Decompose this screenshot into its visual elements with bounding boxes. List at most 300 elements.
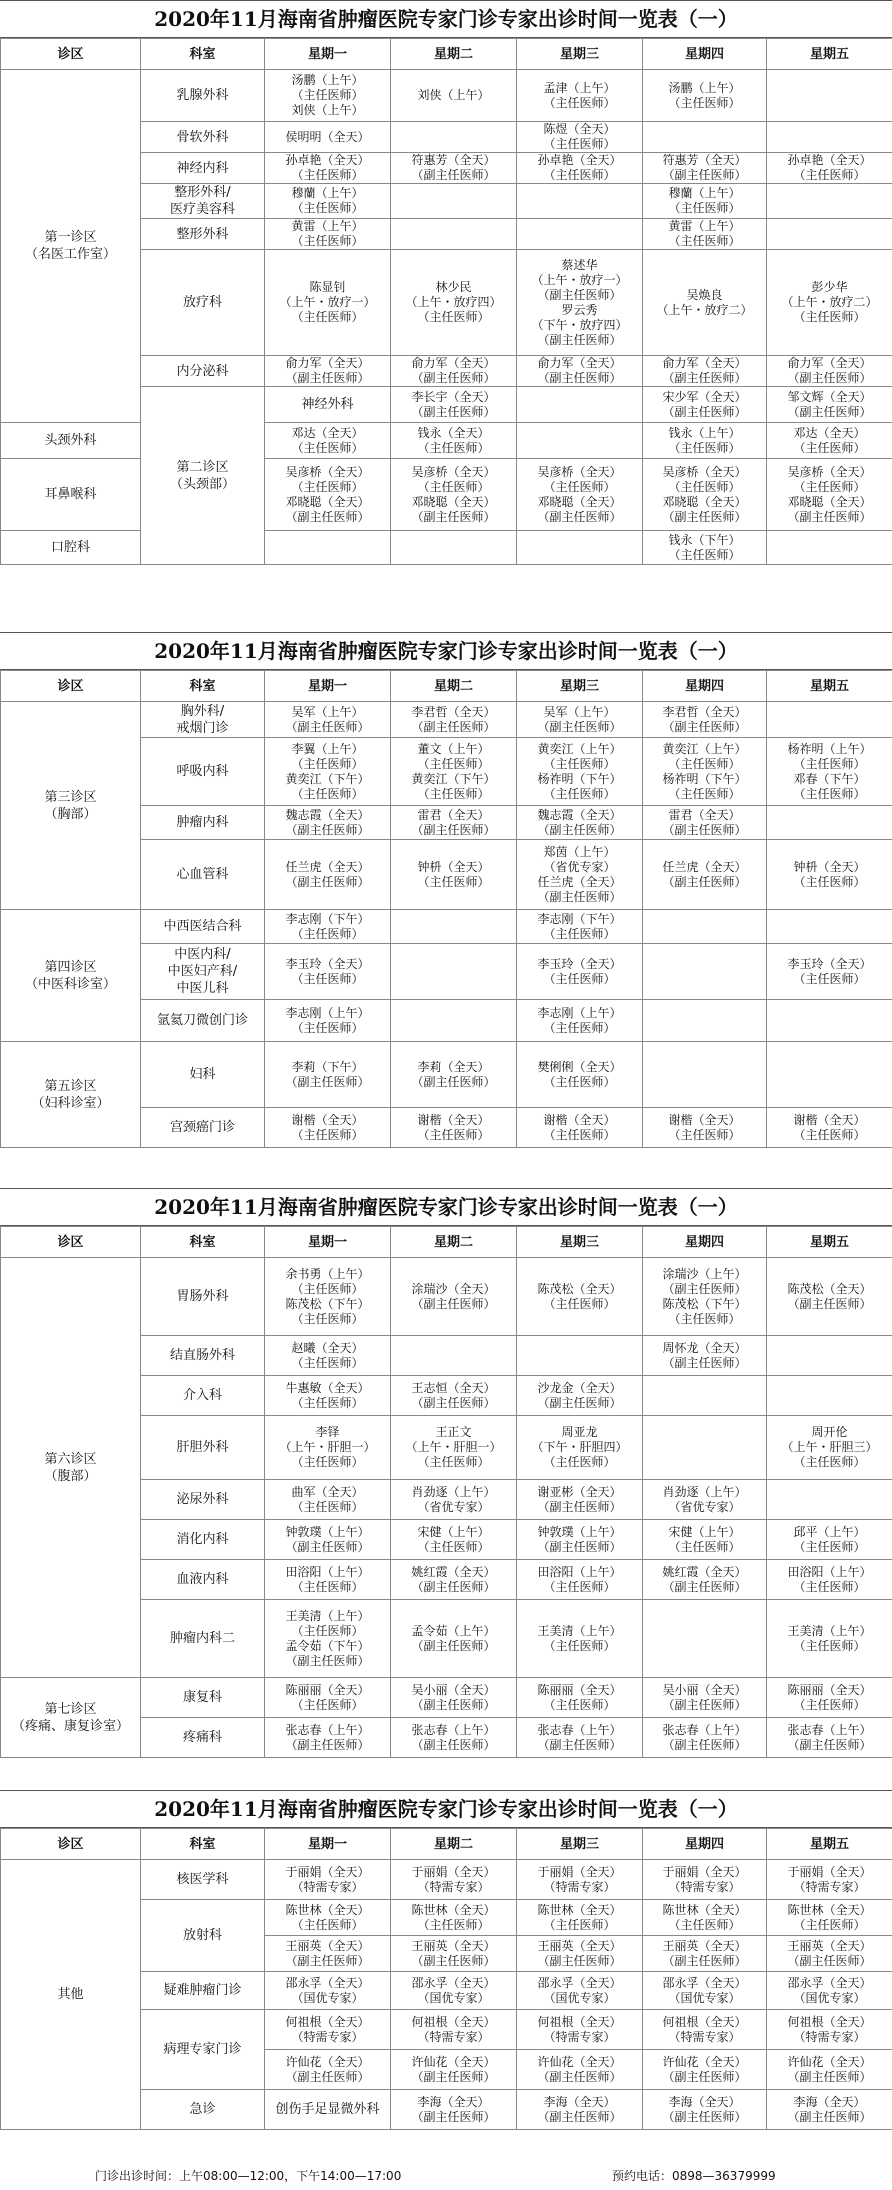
clinic-hours: 门诊出诊时间：上午08:00—12:00，下午14:00—17:00 — [95, 2169, 402, 2183]
doctor-line: 邵永孚（全天） — [662, 1975, 747, 1990]
department-cell — [141, 219, 265, 250]
doctor-line: 俞力军（全天） — [411, 356, 496, 370]
column-header: 星期五 — [767, 1227, 892, 1258]
doctor-cell — [391, 459, 517, 531]
doctor-line: 王正文 — [435, 1425, 472, 1439]
department-cell — [141, 1678, 265, 1718]
doctor-line: 何祖根（全天） — [411, 2014, 496, 2029]
doctor-line: （国优专家） — [668, 1990, 741, 2005]
column-header: 诊区 — [1, 1829, 141, 1860]
zone-line: 第一诊区 — [44, 230, 97, 245]
doctor-line: （副主任医师） — [285, 1539, 370, 1554]
doctor-line: （副主任医师） — [411, 168, 496, 182]
doctor-line: 俞力军（全天） — [662, 356, 747, 370]
department-line: 肝胆外科 — [176, 1440, 229, 1455]
doctor-line: （主任医师） — [543, 168, 616, 182]
doctor-line: 雷君（全天） — [668, 807, 741, 822]
doctor-cell — [265, 1336, 391, 1376]
doctor-line: 黄奕江（上午） — [537, 741, 622, 756]
doctor-cell — [391, 738, 517, 806]
doctor-line: 孟津（上午） — [543, 80, 616, 95]
doctor-cell — [265, 1258, 391, 1336]
doctor-line: 邓晓聪（全天） — [537, 494, 622, 509]
zone-line: 第五诊区 — [44, 1078, 97, 1094]
department-line: 整形外科/ — [174, 185, 231, 200]
doctor-cell — [767, 1972, 892, 2010]
doctor-cell — [643, 2010, 767, 2050]
department-line: 胃肠外科 — [176, 1289, 229, 1304]
doctor-cell — [643, 2050, 767, 2090]
department-cell — [265, 2090, 391, 2130]
doctor-cell — [767, 944, 892, 1000]
doctor-line: 许仙花（全天） — [411, 2054, 496, 2069]
doctor-line: （主任医师） — [291, 1127, 364, 1142]
doctor-line: 黄雷（上午） — [668, 219, 741, 233]
doctor-line: 吴彦桥（全天） — [537, 464, 622, 479]
doctor-line: 于丽娟（全天） — [537, 1864, 622, 1879]
zone-line: 其他 — [57, 1987, 84, 2002]
doctor-line: （副主任医师） — [285, 822, 370, 837]
doctor-cell — [767, 910, 892, 944]
zone-line: 第七诊区 — [44, 1701, 97, 1717]
doctor-cell — [643, 1000, 767, 1042]
doctor-cell — [517, 702, 643, 738]
column-header: 星期四 — [643, 39, 767, 70]
header-row — [1, 39, 892, 70]
doctor-line: （主任医师） — [668, 479, 741, 494]
doctor-cell — [517, 738, 643, 806]
doctor-cell — [643, 806, 767, 840]
department-line: 康复科 — [182, 1690, 222, 1705]
doctor-cell — [265, 1000, 391, 1042]
doctor-line: 陈茂松（下午） — [662, 1296, 747, 1311]
doctor-cell — [767, 531, 892, 565]
doctor-cell — [517, 153, 643, 184]
doctor-line: 钟敦璞（上午） — [537, 1524, 622, 1539]
department-line: 疼痛科 — [182, 1730, 222, 1745]
doctor-cell — [643, 1520, 767, 1560]
department-cell — [141, 702, 265, 738]
doctor-line: 宋少军（全天） — [662, 389, 747, 404]
doctor-line: （主任医师） — [543, 1127, 616, 1142]
doctor-line: 张志春（上午） — [537, 1722, 622, 1737]
doctor-cell — [517, 184, 643, 219]
doctor-cell — [643, 531, 767, 565]
schedule-table — [0, 1226, 892, 1758]
column-header: 星期一 — [265, 39, 391, 70]
doctor-cell — [643, 1860, 767, 1900]
doctor-line: （副主任医师） — [411, 2109, 496, 2124]
zone-cell — [1, 702, 141, 910]
doctor-line: （主任医师） — [668, 440, 741, 455]
doctor-cell — [265, 250, 391, 356]
table-row — [1, 423, 892, 459]
doctor-cell — [517, 250, 643, 356]
doctor-cell — [767, 1860, 892, 1900]
doctor-cell — [265, 219, 391, 250]
doctor-cell — [391, 1042, 517, 1108]
doctor-line: （副主任医师） — [537, 2109, 622, 2124]
doctor-line: （副主任医师） — [662, 371, 747, 385]
doctor-line: 李玉玲（全天） — [537, 956, 622, 971]
doctor-cell — [265, 356, 391, 387]
department-cell — [265, 387, 391, 423]
doctor-line: （副主任医师） — [285, 509, 370, 524]
doctor-line: （副主任医师） — [662, 1737, 747, 1752]
doctor-line: （主任医师） — [291, 1579, 364, 1594]
doctor-line: （上午・肝胆一） — [405, 1440, 502, 1454]
zone-cell — [1, 910, 141, 1042]
doctor-line: （主任医师） — [291, 971, 364, 986]
doctor-cell — [391, 910, 517, 944]
doctor-line: （副主任医师） — [662, 822, 747, 837]
department-line: 肿瘤内科 — [176, 815, 229, 830]
schedule-section-1 — [0, 0, 892, 565]
department-line: 消化内科 — [176, 1532, 229, 1547]
zone-line: （疼痛、康复诊室） — [11, 1718, 129, 1734]
doctor-line: 陈世林（全天） — [537, 1902, 622, 1917]
zone-cell — [1, 70, 141, 423]
zone-line: 第四诊区 — [44, 959, 97, 975]
doctor-cell — [517, 70, 643, 122]
department-cell — [141, 1972, 265, 2010]
department-line: 结直肠外科 — [169, 1348, 235, 1363]
doctor-cell — [643, 1416, 767, 1480]
doctor-cell — [517, 387, 643, 423]
doctor-line: 黄雷（上午） — [291, 219, 364, 233]
doctor-line: 俞力军（全天） — [537, 356, 622, 370]
doctor-cell — [767, 1900, 892, 1936]
zone-line: （中医科诊室） — [24, 976, 116, 992]
doctor-line: 钟枡（全天） — [417, 859, 490, 874]
doctor-cell — [767, 1416, 892, 1480]
doctor-line: 吴彦桥（全天） — [662, 464, 747, 479]
doctor-cell — [767, 738, 892, 806]
doctor-cell — [643, 1900, 767, 1936]
doctor-line: 涂瑞沙（上午） — [662, 1266, 747, 1281]
doctor-line: （副主任医师） — [787, 2069, 872, 2084]
doctor-line: （副主任医师） — [662, 874, 747, 889]
doctor-line: 任兰虎（全天） — [537, 874, 622, 889]
doctor-line: （主任医师） — [417, 1539, 490, 1554]
doctor-line: 孟令茹（下午） — [285, 1638, 370, 1653]
department-cell — [141, 1600, 265, 1678]
column-header: 星期二 — [391, 1829, 517, 1860]
doctor-line: 王志恒（全天） — [411, 1380, 496, 1395]
doctor-line: （副主任医师） — [285, 1953, 370, 1968]
doctor-cell — [517, 1336, 643, 1376]
doctor-line: （主任医师） — [291, 234, 364, 248]
doctor-line: 王丽英（全天） — [537, 1938, 622, 1953]
doctor-line: （主任医师） — [291, 440, 364, 455]
doctor-line: （副主任医师） — [537, 332, 622, 347]
doctor-line: 吴军（上午） — [291, 704, 364, 719]
column-header: 星期二 — [391, 671, 517, 702]
doctor-line: （下午・放疗四） — [531, 317, 628, 332]
doctor-line: 樊俐俐（全天） — [537, 1059, 622, 1074]
section-gap — [0, 1168, 892, 1188]
department-cell — [141, 1258, 265, 1336]
doctor-cell — [517, 840, 643, 910]
doctor-line: （副主任医师） — [411, 1395, 496, 1410]
doctor-line: （副主任医师） — [285, 371, 370, 385]
doctor-cell — [767, 250, 892, 356]
doctor-cell — [391, 122, 517, 153]
doctor-cell — [643, 1936, 767, 1972]
doctor-line: 钟枡（全天） — [793, 859, 866, 874]
doctor-line: （主任医师） — [543, 1638, 616, 1653]
doctor-line: （副主任医师） — [411, 2069, 496, 2084]
doctor-line: （主任医师） — [417, 1455, 490, 1469]
doctor-line: 钟敦璞（上午） — [285, 1524, 370, 1539]
doctor-line: （主任医师） — [417, 1127, 490, 1142]
department-cell — [141, 250, 265, 356]
department-line: 心血管科 — [176, 867, 229, 882]
department-line: 耳鼻喉科 — [44, 487, 97, 502]
doctor-cell — [767, 1560, 892, 1600]
doctor-line: 陈煜（全天） — [543, 122, 616, 136]
column-header: 诊区 — [1, 671, 141, 702]
doctor-cell — [265, 910, 391, 944]
doctor-cell — [643, 459, 767, 531]
doctor-cell — [391, 1860, 517, 1900]
schedule-section-4 — [0, 1790, 892, 2130]
doctor-line: （副主任医师） — [537, 1499, 622, 1514]
doctor-cell — [265, 1416, 391, 1480]
department-line: 骨软外科 — [176, 129, 229, 145]
doctor-line: （主任医师） — [291, 1499, 364, 1514]
doctor-line: （副主任医师） — [411, 1737, 496, 1752]
doctor-line: 谢楷（全天） — [668, 1112, 741, 1127]
doctor-line: （主任医师） — [543, 1455, 616, 1469]
doctor-line: 孙卓艳（全天） — [787, 153, 872, 167]
table-row — [1, 70, 892, 122]
department-line: 妇科 — [189, 1067, 216, 1082]
doctor-line: 陈世林（全天） — [662, 1902, 747, 1917]
department-line: 病理专家门诊 — [163, 2042, 242, 2057]
doctor-line: （副主任医师） — [411, 1074, 496, 1089]
doctor-cell — [517, 1416, 643, 1480]
doctor-line: （副主任医师） — [537, 719, 622, 734]
doctor-line: 周开伦 — [811, 1425, 848, 1439]
doctor-cell — [643, 250, 767, 356]
doctor-line: （副主任医师） — [662, 1579, 747, 1594]
doctor-line: （特需专家） — [417, 2029, 490, 2044]
doctor-line: 李君哲（全天） — [411, 704, 496, 719]
doctor-cell — [265, 944, 391, 1000]
doctor-line: （主任医师） — [668, 1311, 741, 1326]
doctor-cell — [643, 944, 767, 1000]
doctor-cell — [391, 1936, 517, 1972]
doctor-line: 吴焕良 — [686, 287, 723, 302]
doctor-cell — [767, 1258, 892, 1336]
doctor-line: 邓晓聪（全天） — [787, 494, 872, 509]
table-row — [1, 1860, 892, 1900]
doctor-line: （主任医师） — [543, 95, 616, 110]
column-header: 科室 — [141, 671, 265, 702]
schedule-section-3 — [0, 1188, 892, 1758]
doctor-cell — [767, 70, 892, 122]
doctor-line: 任兰虎（全天） — [662, 859, 747, 874]
header-row — [1, 1829, 892, 1860]
doctor-line: 黄奕江（上午） — [662, 741, 747, 756]
doctor-line: 钱永（全天） — [417, 425, 490, 440]
column-header: 星期二 — [391, 1227, 517, 1258]
doctor-line: （主任医师） — [668, 95, 741, 110]
doctor-line: （副主任医师） — [411, 1296, 496, 1311]
doctor-line: （主任医师） — [291, 201, 364, 215]
doctor-cell — [643, 1678, 767, 1718]
doctor-line: （主任医师） — [793, 971, 866, 986]
doctor-line: 侯明明（全天） — [285, 129, 370, 144]
doctor-cell — [767, 2050, 892, 2090]
doctor-line: （主任医师） — [543, 786, 616, 801]
doctor-line: （副主任医师） — [787, 1953, 872, 1968]
doctor-line: 谢楷（全天） — [793, 1112, 866, 1127]
department-line: 乳腺外科 — [176, 88, 229, 103]
doctor-line: （主任医师） — [668, 1127, 741, 1142]
doctor-cell — [643, 423, 767, 459]
doctor-cell — [391, 1258, 517, 1336]
doctor-line: （主任医师） — [793, 1539, 866, 1554]
department-line: 疑难肿瘤门诊 — [163, 1983, 242, 1998]
doctor-cell — [391, 387, 517, 423]
department-cell — [141, 1520, 265, 1560]
column-header: 星期二 — [391, 39, 517, 70]
zone-line: 急诊 — [189, 2102, 216, 2117]
department-cell — [141, 356, 265, 387]
doctor-cell — [643, 1258, 767, 1336]
doctor-cell — [265, 1972, 391, 2010]
department-line: 血液内科 — [176, 1572, 229, 1587]
department-cell — [141, 1108, 265, 1148]
appointment-phone: 预约电话：0898—36379999 — [612, 2169, 776, 2183]
doctor-line: （副主任医师） — [662, 1281, 747, 1296]
doctor-line: （主任医师） — [291, 1917, 364, 1932]
doctor-cell — [767, 1336, 892, 1376]
doctor-line: （副主任医师） — [285, 2069, 370, 2084]
doctor-line: 周怀龙（全天） — [662, 1340, 747, 1355]
doctor-line: 符惠芳（全天） — [411, 153, 496, 167]
doctor-cell — [265, 1376, 391, 1416]
doctor-line: 黄奕江（下午） — [411, 771, 496, 786]
doctor-line: （主任医师） — [543, 1697, 616, 1712]
department-cell — [141, 1860, 265, 1900]
table-row — [1, 910, 892, 944]
doctor-line: （特需专家） — [793, 1879, 866, 1894]
doctor-line: 邵永孚（全天） — [411, 1975, 496, 1990]
doctor-cell — [391, 806, 517, 840]
doctor-line: 汤鹏（上午） — [668, 80, 741, 95]
doctor-cell — [265, 1600, 391, 1678]
doctor-cell — [767, 2010, 892, 2050]
doctor-cell — [767, 1936, 892, 1972]
doctor-line: 李玉玲（全天） — [285, 956, 370, 971]
doctor-line: （主任医师） — [793, 479, 866, 494]
doctor-cell — [391, 70, 517, 122]
doctor-line: （主任医师） — [543, 756, 616, 771]
doctor-line: 邓达（全天） — [793, 425, 866, 440]
doctor-line: 邓晓聪（全天） — [662, 494, 747, 509]
doctor-line: （主任医师） — [543, 1296, 616, 1311]
doctor-line: 陈世林（全天） — [411, 1902, 496, 1917]
department-line: 创伤手足显微外科 — [275, 2102, 380, 2117]
doctor-cell — [265, 531, 391, 565]
column-header: 星期四 — [643, 671, 767, 702]
doctor-line: （主任医师） — [543, 1579, 616, 1594]
doctor-line: 涂瑞沙（全天） — [411, 1281, 496, 1296]
doctor-line: （国优专家） — [793, 1990, 866, 2005]
doctor-cell — [265, 1480, 391, 1520]
doctor-line: 张志春（上午） — [662, 1722, 747, 1737]
doctor-cell — [517, 1678, 643, 1718]
doctor-line: （副主任医师） — [787, 371, 872, 385]
doctor-cell — [517, 1600, 643, 1678]
doctor-line: 林少民 — [435, 280, 472, 294]
doctor-cell — [391, 1560, 517, 1600]
doctor-line: （特需专家） — [291, 1879, 364, 1894]
doctor-cell — [767, 423, 892, 459]
doctor-line: 李海（全天） — [668, 2094, 741, 2109]
department-cell — [141, 1480, 265, 1520]
doctor-line: 王丽英（全天） — [285, 1938, 370, 1953]
doctor-cell — [643, 387, 767, 423]
doctor-cell — [517, 219, 643, 250]
doctor-cell — [391, 531, 517, 565]
doctor-line: （主任医师） — [543, 926, 616, 941]
doctor-line: （主任医师） — [668, 201, 741, 215]
doctor-cell — [767, 356, 892, 387]
doctor-line: （上午・放疗一） — [279, 295, 376, 309]
doctor-line: 邵永孚（全天） — [285, 1975, 370, 1990]
column-header: 星期三 — [517, 1829, 643, 1860]
doctor-cell — [643, 122, 767, 153]
doctor-line: （特需专家） — [291, 2029, 364, 2044]
doctor-line: 邵永孚（全天） — [537, 1975, 622, 1990]
column-header: 诊区 — [1, 1227, 141, 1258]
doctor-line: 谢楷（全天） — [543, 1112, 616, 1127]
doctor-cell — [767, 1520, 892, 1560]
doctor-line: 彭少华 — [811, 280, 848, 294]
doctor-line: 吴小丽（全天） — [411, 1682, 496, 1697]
department-cell — [141, 1718, 265, 1758]
doctor-line: （上午・放疗一） — [531, 272, 628, 287]
doctor-line: 俞力军（全天） — [285, 356, 370, 370]
doctor-line: （主任医师） — [291, 1395, 364, 1410]
section-gap — [0, 612, 892, 632]
doctor-line: 张志春（上午） — [411, 1722, 496, 1737]
doctor-line: （副主任医师） — [662, 1953, 747, 1968]
doctor-cell — [265, 423, 391, 459]
department-cell — [141, 184, 265, 219]
doctor-cell — [517, 910, 643, 944]
footer — [0, 2164, 892, 2188]
doctor-line: 陈茂松（全天） — [787, 1281, 872, 1296]
doctor-cell — [643, 1376, 767, 1416]
doctor-line: 邓晓聪（全天） — [411, 494, 496, 509]
zone-cell — [141, 2090, 265, 2130]
header-row — [1, 1227, 892, 1258]
doctor-cell — [265, 1936, 391, 1972]
doctor-line: 陈茂松（下午） — [285, 1296, 370, 1311]
doctor-cell — [643, 2090, 767, 2130]
doctor-line: （副主任医师） — [411, 719, 496, 734]
column-header: 星期一 — [265, 1829, 391, 1860]
department-line: 核医学科 — [176, 1872, 229, 1887]
doctor-cell — [517, 1480, 643, 1520]
doctor-cell — [391, 356, 517, 387]
doctor-cell — [767, 219, 892, 250]
